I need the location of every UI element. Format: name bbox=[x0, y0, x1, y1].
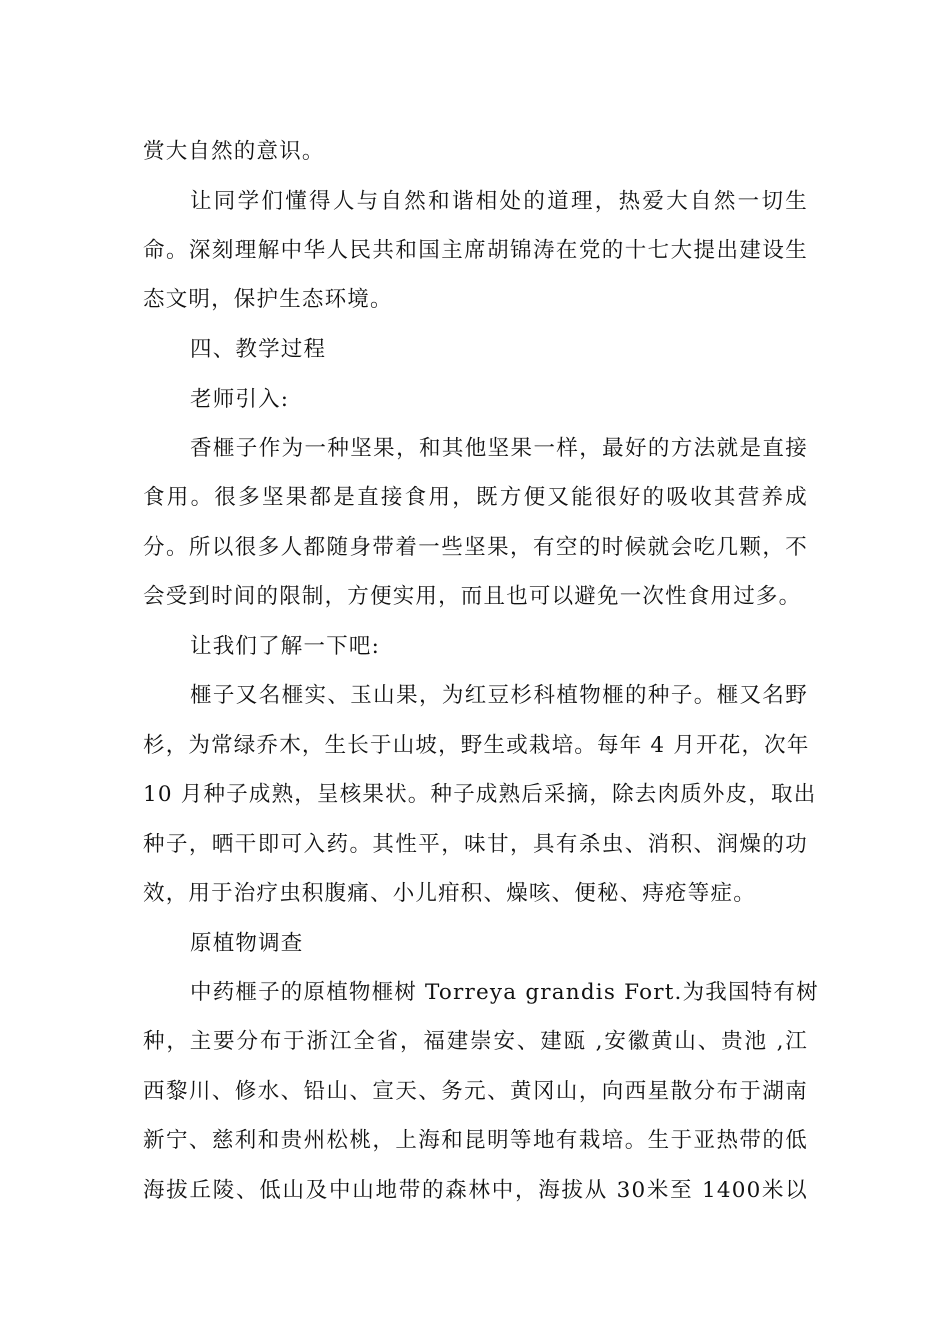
paragraph-line: 种子，晒干即可入药。其性平，味甘，具有杀虫、消积、润燥的功 bbox=[143, 832, 808, 857]
paragraph-line: 态文明，保护生态环境。 bbox=[143, 287, 393, 312]
paragraph-line: 让同学们懂得人与自然和谐相处的道理，热爱大自然一切生 bbox=[190, 189, 808, 214]
paragraph-line: 命。深刻理解中华人民共和国主席胡锦涛在党的十七大提出建设生 bbox=[143, 238, 808, 263]
paragraph-line: 分。所以很多人都随身带着一些坚果，有空的时候就会吃几颗，不 bbox=[143, 535, 808, 560]
paragraph-line: 杉，为常绿乔木，生长于山坡，野生或栽培。每年 4 月开花，次年 bbox=[143, 733, 810, 758]
paragraph-line: 种，主要分布于浙江全省，福建崇安、建瓯 ,安徽黄山、贵池 ,江 bbox=[143, 1029, 808, 1054]
paragraph-line: 让我们了解一下吧: bbox=[190, 634, 381, 659]
section-heading: 四、教学过程 bbox=[190, 337, 327, 362]
paragraph-line: 会受到时间的限制，方便实用，而且也可以避免一次性食用过多。 bbox=[143, 584, 802, 609]
paragraph-line: 老师引入: bbox=[190, 387, 290, 412]
paragraph-line: 中药榧子的原植物榧树 Torreya grandis Fort.为我国特有树 bbox=[190, 980, 819, 1005]
paragraph-line: 10 月种子成熟，呈核果状。种子成熟后采摘，除去肉质外皮，取出 bbox=[143, 782, 817, 807]
section-heading: 原植物调查 bbox=[190, 931, 304, 956]
paragraph-line: 食用。很多坚果都是直接食用，既方便又能很好的吸收其营养成 bbox=[143, 485, 808, 510]
paragraph-line: 海拔丘陵、低山及中山地带的森林中，海拔从 30米至 1400米以 bbox=[143, 1178, 808, 1203]
paragraph-line: 效，用于治疗虫积腹痛、小儿疳积、燥咳、便秘、痔疮等症。 bbox=[143, 881, 756, 906]
paragraph-line: 香榧子作为一种坚果，和其他坚果一样，最好的方法就是直接 bbox=[190, 436, 808, 461]
paragraph-line: 新宁、慈利和贵州松桃，上海和昆明等地有栽培。生于亚热带的低 bbox=[143, 1128, 808, 1153]
paragraph-line: 西黎川、修水、铅山、宣天、务元、黄冈山，向西星散分布于湖南 bbox=[143, 1079, 808, 1104]
paragraph-line: 榧子又名榧实、玉山果，为红豆杉科植物榧的种子。榧又名野 bbox=[190, 683, 808, 708]
paragraph-line: 赏大自然的意识。 bbox=[143, 139, 325, 164]
